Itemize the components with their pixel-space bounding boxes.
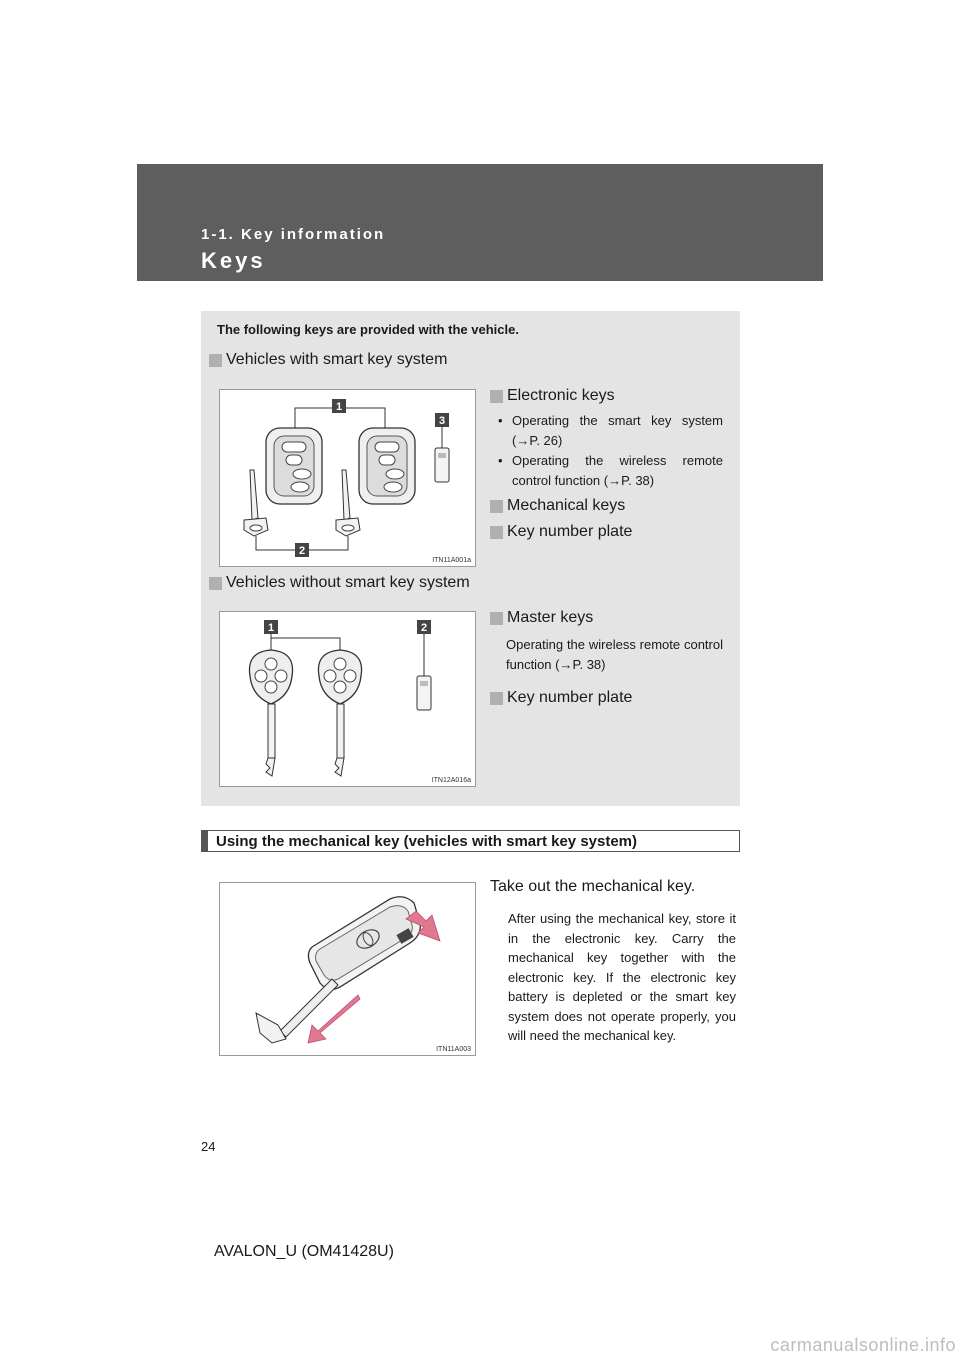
item-mechanical-keys-text: Mechanical keys [507,497,626,514]
callout-2: 2 [420,622,428,634]
item-mechanical-keys [490,497,723,515]
item-electronic-keys [490,387,723,405]
section-label: 1-1. Key information [201,226,386,243]
figure-smart-keys [219,389,476,567]
keys-provided-panel [201,311,740,806]
bullet-item: • Operating the smart key system (→P. 26) [490,411,723,451]
figure-code: ITN11A003 [436,1046,471,1053]
master-key-icon [249,650,292,776]
heading-no-smart-key [209,574,470,592]
intro-text: The following keys are provided with the vehicle. [217,322,519,337]
item-electronic-keys-text: Electronic keys [507,387,615,404]
smart-key-callouts [490,387,723,541]
smart-keys-illustration [220,390,475,566]
page-number: 24 [201,1139,216,1154]
mechanical-key-removal-illustration [220,883,475,1055]
watermark: carmanualsonline.info [770,1335,956,1355]
square-bullet-icon [209,354,222,367]
bullet-item: • Operating the wireless remote control function (→P. 38) [490,451,723,491]
master-keys-description: Operating the wireless remote control function (→P. 38) [506,637,723,672]
page-title: Keys [201,248,266,273]
master-key-callouts [490,609,723,707]
electronic-key-icon [359,428,415,504]
heading-smart-key-text: Vehicles with smart key system [226,351,448,368]
heading-no-smart-key-text: Vehicles without smart key system [226,574,470,591]
mechanical-key-body: After using the mechanical key, store it in the electronic key. Carry the mechanical key together with the electronic key. If the electronic key battery is depleted or the smart key system does not operate properly, you will need the mechanical key. [508,911,736,1043]
figure-code: ITN11A001a [432,557,471,564]
heading-smart-key [209,351,447,369]
mechanical-key-subheading-text: Using the mechanical key (vehicles with smart key system) [216,832,638,850]
callout-2: 2 [298,545,306,557]
item-key-number-plate-text: Key number plate [507,523,633,540]
item-key-number-plate [490,523,723,541]
square-bullet-icon [490,526,503,539]
master-key-icon [318,650,361,776]
electronic-key-icon [266,428,322,504]
item-key-number-plate-2-text: Key number plate [507,689,633,706]
mechanical-key-icon [244,470,268,536]
callout-3: 3 [438,415,446,427]
mechanical-key-subheading [201,830,740,852]
square-bullet-icon [490,692,503,705]
key-number-plate-icon [435,448,449,482]
callout-1: 1 [335,401,343,413]
figure-code: ITN12A016a [431,777,471,784]
document-id: AVALON_U (OM41428U) [214,1243,394,1260]
key-number-plate-icon [417,676,431,710]
electronic-keys-bullets [490,411,723,491]
electronic-key-icon [308,897,420,990]
square-bullet-icon [490,390,503,403]
square-bullet-icon [490,500,503,513]
figure-master-keys [219,611,476,787]
figure-mechanical-key [219,882,476,1056]
subheading-bar [201,831,208,851]
item-master-keys [490,609,723,627]
square-bullet-icon [490,612,503,625]
master-keys-illustration [220,612,475,786]
callout-1: 1 [267,622,275,634]
square-bullet-icon [209,577,222,590]
mechanical-key-icon [336,470,360,536]
item-key-number-plate-2 [490,689,723,707]
chapter-header [137,164,823,281]
item-master-keys-text: Master keys [507,609,594,626]
instruction-take-out: Take out the mechanical key. [490,878,696,895]
mechanical-key-icon [256,979,338,1043]
